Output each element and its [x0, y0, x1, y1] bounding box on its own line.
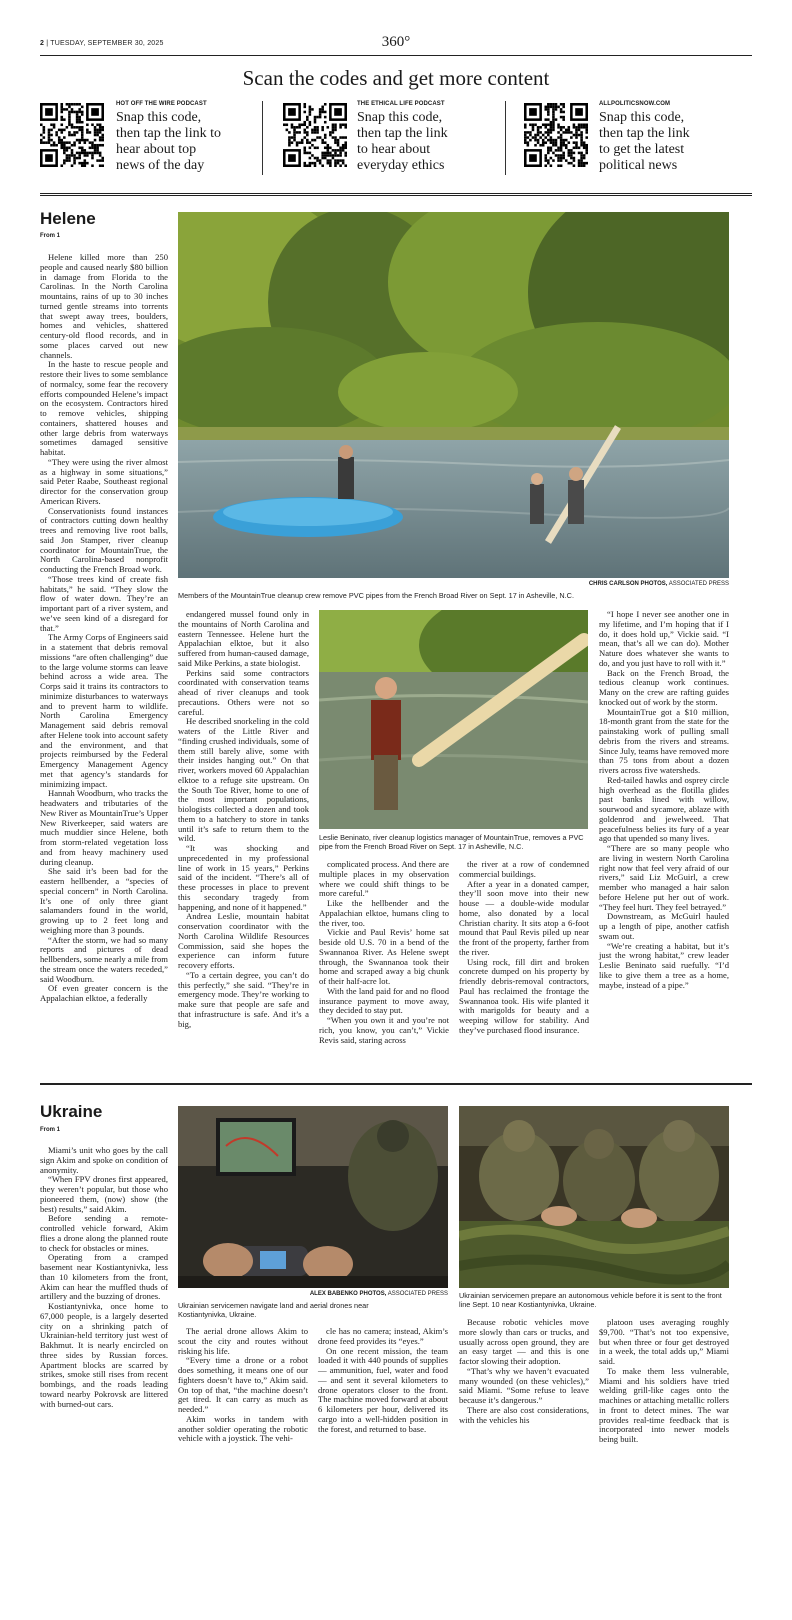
helene-column-1: [40, 253, 168, 1004]
article-paragraph: cle has no camera; instead, Akim’s drone feed provides its “eyes.”: [318, 1326, 448, 1346]
article-paragraph: Helene killed more than 250 people and caused nearly $80 billion in damage from Florida to the Carolinas. In the North Carolina mountains, rains of up to 30 inches turned gentle streams into torrents that swept away trees, boulders, homes and vehicles, shattered century-old flood records, and in some places carved out new channels.: [40, 252, 168, 360]
ukraine-column-1: [40, 1146, 168, 1409]
helene-column-3: [319, 860, 449, 1045]
article-paragraph: Because robotic vehicles move more slowly than cars or trucks, and usually across open ground, they are an easy target — and this is one factor slowing their adoption.: [459, 1317, 589, 1366]
article-paragraph: Red-tailed hawks and osprey circle high overhead as the flotilla glides past banks lined with willow, sourwood and sycamore, ablaze with goldenrod and jewelweed. That peacefulness belies its fury of a year ago that upended so many lives.: [599, 774, 729, 844]
helene-column-4: [459, 860, 589, 1036]
photo-credit-name: CHRIS CARLSON PHOTOS,: [588, 581, 668, 587]
article-paragraph: The aerial drone allows Akim to scout the city and routes without risking his life.: [178, 1326, 308, 1356]
article-paragraph: Kostiantynivka, once home to 67,000 people, is a largely deserted city on a shrinking patch of Ukrainian-held territory just west of Bakhmut. It is nearly encircled on three sides by Russian forces. Apartment blocks are scarred by strikes, smoke still rises from recent bombings, and the roads leading toward nearby Pokrovsk are littered with burned-out cars.: [40, 1301, 168, 1409]
article-paragraph: Of even greater concern is the Appalachian elktoe, a federally: [40, 983, 168, 1003]
section-rule: [40, 193, 752, 196]
helene-jump-line: From 1: [40, 233, 61, 239]
article-paragraph: “They were using the river almost as a highway in some situations,” said Peter Raabe, Southeast regional director for the conservation group American Rivers.: [40, 456, 168, 506]
article-paragraph: Perkins said some contractors coordinated with conservation teams ahead of river cleanups and took precautions. Others were not so careful.: [178, 667, 309, 717]
ukraine-photo-credit: [178, 1291, 448, 1297]
qr-label: THE ETHICAL LIFE PODCAST: [357, 101, 445, 107]
article-paragraph: Hannah Woodburn, who tracks the headwaters and tributaries of the New River as MountainTrue’s Upper New Riverkeeper, said waters are much muddier since Helene, both from storm-related vegetation loss and from heavy machinery used during cleanup.: [40, 788, 168, 867]
river-cleanup-image: [178, 212, 729, 578]
article-paragraph: “When FPV drones first appeared, they weren’t popular, but those who pioneered them, (now) show (the best) results,” said Akim.: [40, 1174, 168, 1214]
qr-code-wire-podcast[interactable]: [40, 103, 104, 167]
second-photo-caption: Leslie Beninato, river cleanup logistics manager of MountainTrue, removes a PVC pipe from the French Broad River on Sept. 17 in Asheville, N.C.: [319, 833, 584, 851]
article-paragraph: “To a certain degree, you can’t do this perfectly,” she said. “They’re in emergency mode. They’re working to make sure that people are safe and that infrastructure is safe. And it’s a big,: [178, 969, 309, 1029]
section-rule: [40, 1083, 752, 1085]
article-paragraph: “Those trees kind of create fish habitats,” he said. “They slow the flow of water down. They’re an important part of a river system, and we’ve seen kind of a disregard for that.”: [40, 573, 168, 633]
article-paragraph: “After the storm, we had so many reports and pictures of dead hellbenders, some nearly a mile from the stream once the waters receded,” said Woodburn.: [40, 934, 168, 984]
article-paragraph: With the land paid for and no flood insurance payment to move away, they decided to stay put.: [319, 985, 449, 1016]
article-paragraph: “We’re creating a habitat, but it’s just the wrong habitat,” crew leader Leslie Beninato said ruefully. “I’d like to give them a tree as a home, maybe, instead of a pipe.”: [599, 940, 729, 990]
main-photo-caption: Members of the MountainTrue cleanup crew remove PVC pipes from the French Broad River on Sept. 17 in Asheville, N.C.: [178, 591, 574, 600]
ukraine-photo-1: [178, 1106, 448, 1288]
article-paragraph: She said it’s been bad for the eastern hellbender, a “species of special concern” in North Carolina. It’s one of only three giant salamanders found in the world, growing up to 2 feet long and weighing more than 3 pounds.: [40, 866, 168, 935]
article-paragraph: On one recent mission, the team loaded it with 440 pounds of supplies — ammunition, fuel, water and food — and sent it several kilometers to drone operators closer to the front. The machine moved forward at about 6 kilometers per hour, delivered its cargo into a well-hidden position in the forest, and returned to base.: [318, 1345, 448, 1434]
article-paragraph: Downstream, as McGuirl hauled up a length of pipe, another catfish swam out.: [599, 911, 729, 941]
article-paragraph: Back on the French Broad, the tedious cleanup work continues. Many on the crew are rafting guides knocked out of work by the storm.: [599, 667, 729, 707]
qr-text: Snap this code, then tap the link to hear about everyday ethics: [357, 110, 448, 173]
helene-main-photo: [178, 212, 729, 578]
qr-code-allpoliticsnow[interactable]: [524, 103, 588, 167]
article-paragraph: complicated process. And there are multiple places in my observation where we could shift things to be more careful.”: [319, 859, 449, 899]
article-paragraph: Before sending a remote-controlled vehicle forward, Akim flies a drone along the planned route to check for obstacles or mines.: [40, 1213, 168, 1253]
article-paragraph: “When you own it and you’re not rich, you know, you can’t,” Vickie Revis said, staring across: [319, 1015, 449, 1045]
photo-credit-name: ALEX BABENKO PHOTOS,: [309, 1291, 387, 1297]
article-paragraph: “That’s why we haven’t evacuated many wounded (on these vehicles),” said Miami. “Some refuse to leave because it’s dangerous.”: [459, 1365, 589, 1405]
article-paragraph: endangered mussel found only in the mountains of North Carolina and eastern Tennessee. Helene hurt the Appalachian elktoe, but it also suffered from human-caused damage, said Mike Perkins, a state biologist.: [178, 609, 309, 668]
autonomous-vehicle-image: [459, 1106, 729, 1288]
article-paragraph: In the haste to rescue people and restore their lives to some semblance of normalcy, some fear the recovery efforts compounded Helene’s impact on the ecosystem. Contractors hired to remove vehicles, shipping containers, shattered houses and other large debris from waterways sometimes damaged sensitive habitat.: [40, 359, 168, 457]
qr-code-ethical-life-podcast[interactable]: [283, 103, 347, 167]
article-paragraph: “Every time a drone or a robot does something, it means one of our fighters doesn’t have to,” Akim said. On top of that, “the machine doesn’t get tired. It can carry as much as needed.”: [178, 1355, 308, 1414]
helene-second-photo: [319, 610, 588, 829]
article-paragraph: Akim works in tandem with another soldier operating the robotic vehicle with a joystick. The vehi-: [178, 1413, 308, 1444]
article-paragraph: To make them less vulnerable, Miami and his soldiers have tried welding grill-like cages onto the machines or attaching metallic rollers in front to detect mines. The war provides real-time feedback that is incorporated into newer models being built.: [599, 1365, 729, 1444]
helene-column-5: [599, 610, 729, 990]
article-paragraph: He described snorkeling in the cold waters of the Little River and “finding crushed individuals, some of them still barely alive, some with their insides hanging out.” On that river, workers moved 60 Appalachian elktoe to a refuge site upstream. On the South Toe River, home to one of the most important populations, biologists collected a dozen and took them to a hatchery to store in tanks until it’s safe to return them to the wild.: [178, 716, 309, 844]
beninato-pipe-image: [319, 610, 588, 829]
column-divider: [262, 101, 263, 175]
scan-codes-title: Scan the codes and get more content: [242, 66, 550, 90]
article-paragraph: Andrea Leslie, mountain habitat conservation coordinator with the North Carolina Wildlife Resources Commission, said she hopes the experience can inform future recovery efforts.: [178, 911, 309, 970]
helene-headline: Helene: [40, 209, 96, 228]
article-paragraph: Vickie and Paul Revis’ home sat beside old U.S. 70 in a bend of the Swannanoa River. As Helene swept through, the Swannanoa took their home and scraped away a big chunk of their half-acre lot.: [319, 927, 449, 986]
header-rule: [40, 55, 752, 56]
ukraine-photo-1-caption: Ukrainian servicemen navigate land and aerial drones near Kostiantynivka, Ukraine.: [178, 1301, 369, 1319]
ukraine-column-5: [599, 1318, 729, 1445]
article-paragraph: Conservationists found instances of contractors cutting down healthy trees and removing live root balls, said Jon Stamper, river cleanup coordinator for MountainTrue, the North Carolina-based nonprofit conducting the French Broad work.: [40, 505, 168, 574]
article-paragraph: Like the hellbender and the Appalachian elktoe, humans cling to the river, too.: [319, 898, 449, 928]
article-paragraph: After a year in a donated camper, they’ll soon move into their new house — a double-wide modular home, also donated by a local Christian charity. It sits atop a 6-foot mound that Paul Revis piled up near the front of the property, farther from the river.: [459, 878, 589, 957]
photo-credit-org: ASSOCIATED PRESS: [387, 1291, 448, 1297]
article-paragraph: the river at a row of condemned commercial buildings.: [459, 859, 589, 879]
ukraine-headline: Ukraine: [40, 1102, 103, 1121]
page-number: 2: [40, 40, 45, 47]
article-paragraph: “There are so many people who are living in western North Carolina right now that feel very afraid of our rivers,” said Liz McGuirl, a crew member who managed a hair salon before Helene put her out of work. “They feel hurt. They feel betrayed.”: [599, 843, 729, 912]
qr-label: ALLPOLITICSNOW.COM: [599, 101, 671, 107]
article-paragraph: There are also cost considerations, with the vehicles his: [459, 1404, 589, 1425]
main-photo-credit: [178, 581, 729, 587]
ukraine-column-4: [459, 1318, 589, 1425]
qr-text: Snap this code, then tap the link to get the latest political news: [599, 110, 690, 173]
article-paragraph: Operating from a cramped basement near Kostiantynivka, less than 10 kilometers from the front, Akim can hear the muffled thuds of artillery and the buzzing of drones.: [40, 1252, 168, 1302]
photo-credit-org: ASSOCIATED PRESS: [668, 581, 729, 587]
article-paragraph: Using rock, fill dirt and broken concrete dumped on his property by friendly debris-removal contractors, Paul has reclaimed the frontage the Swannanoa took. His wife planted it with marigolds for beauty and a weeping willow for stability. And they’ve purchased flood insurance.: [459, 956, 589, 1035]
ukraine-photo-2-caption: Ukrainian servicemen prepare an autonomous vehicle before it is sent to the front line Sept. 10 near Kostiantynivka, Ukraine.: [459, 1291, 722, 1309]
helene-column-2: [178, 610, 309, 1029]
article-paragraph: MountainTrue got a $10 million, 18-month grant from the state for the painstaking work of pulling small debris from the rivers and streams. Since July, teams have removed more than 75 tons from about a dozen rivers across five watersheds.: [599, 706, 729, 775]
page-folio: 2 | TUESDAY, SEPTEMBER 30, 2025: [40, 40, 164, 47]
section-name: 360°: [381, 34, 411, 50]
article-paragraph: “I hope I never see another one in my lifetime, and I’m hoping that if I do, it does hold up,” Vickie said. “I mean, that’s all we can do). Mother Nature does whatever she wants to do, and you just have to roll with it.”: [599, 609, 729, 668]
column-divider: [505, 101, 506, 175]
article-paragraph: “It was shocking and unprecedented in my professional line of work in 15 years,” Perkins said of the incident. “There’s all of these processes in place to prevent this secondary tragedy from happening, and none of it happened.”: [178, 843, 309, 912]
qr-label: HOT OFF THE WIRE PODCAST: [116, 101, 207, 107]
article-paragraph: Miami’s unit who goes by the call sign Akim and spoke on condition of anonymity.: [40, 1145, 168, 1175]
ukraine-column-2: [178, 1327, 308, 1444]
ukraine-jump-line: From 1: [40, 1127, 61, 1133]
ukraine-photo-2: [459, 1106, 729, 1288]
article-paragraph: The Army Corps of Engineers said in a statement that debris removal missions “are often challenging” due to the large volume storms can leave behind across a wide area. The Corps said it trains its contractors to minimize disturbances to waterways and to prevent harm to wildlife. North Carolina Emergency Management said debris removal after Helene took into account safety and the environment, and that projects reimbursed by the Federal Emergency Management Agency met that agency’s standards for minimizing impact.: [40, 632, 168, 789]
page-date: TUESDAY, SEPTEMBER 30, 2025: [50, 40, 164, 47]
drone-operators-image: [178, 1106, 448, 1288]
qr-text: Snap this code, then tap the link to hear about top news of the day: [116, 110, 221, 173]
ukraine-column-3: [318, 1327, 448, 1434]
article-paragraph: platoon uses averaging roughly $9,700. “That’s not too expensive, but when three or four get destroyed in a week, the total adds up,” Miami said.: [599, 1317, 729, 1366]
